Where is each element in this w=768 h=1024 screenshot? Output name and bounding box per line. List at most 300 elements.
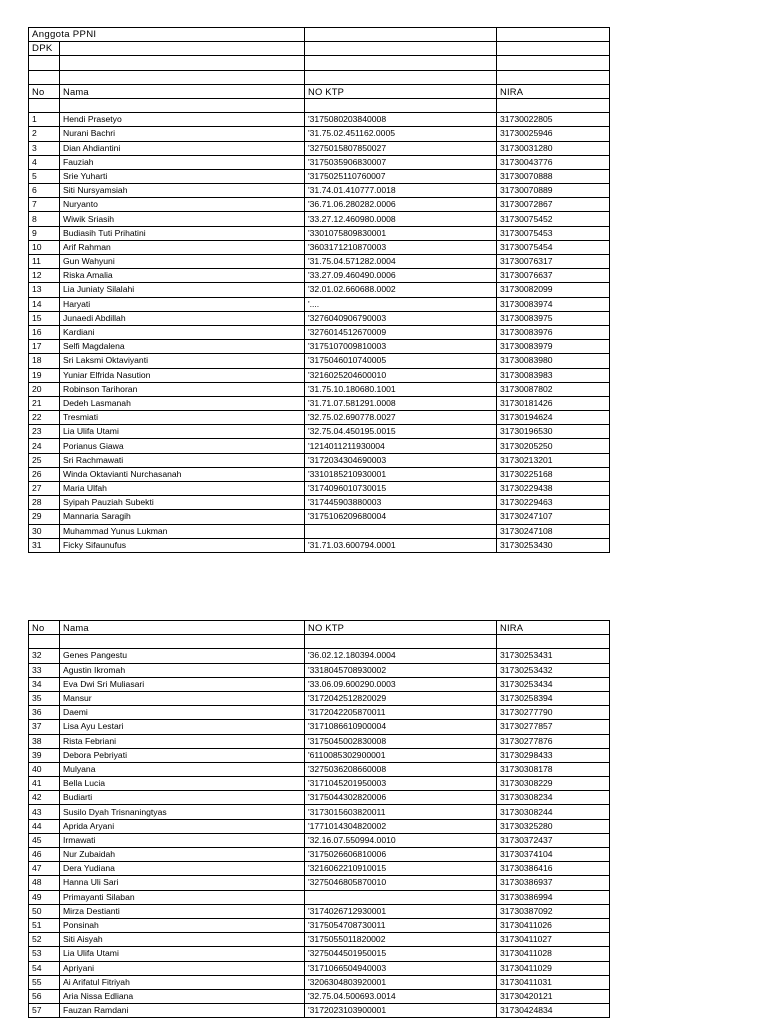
cell-nama: Muhammad Yunus Lukman <box>60 524 305 538</box>
table-row <box>29 482 610 496</box>
sheet-title: Anggota PPNI <box>29 28 305 42</box>
table-row <box>29 155 610 169</box>
title-row <box>29 28 610 42</box>
cell-nira: 31730386937 <box>497 876 610 890</box>
header-no-ktp: NO KTP <box>305 84 497 98</box>
cell-no-ktp: '3175055011820002 <box>305 933 497 947</box>
table-row <box>29 848 610 862</box>
cell-nama: Genes Pangestu <box>60 649 305 663</box>
cell-nira: 31730205250 <box>497 439 610 453</box>
cell-no: 46 <box>29 848 60 862</box>
cell-no: 33 <box>29 663 60 677</box>
cell-nama: Nur Zubaidah <box>60 848 305 862</box>
cell-nira: 31730083983 <box>497 368 610 382</box>
cell-nama: Lia Ulifa Utami <box>60 947 305 961</box>
member-table-2-body <box>29 621 610 1018</box>
table-row <box>29 467 610 481</box>
table-row <box>29 141 610 155</box>
cell-no: 25 <box>29 453 60 467</box>
cell-nama: Susilo Dyah Trisnaningtyas <box>60 805 305 819</box>
cell-no: 30 <box>29 524 60 538</box>
cell-no: 38 <box>29 734 60 748</box>
cell-no: 48 <box>29 876 60 890</box>
cell-no-ktp: '32.16.07.550994.0010 <box>305 833 497 847</box>
cell-nama: Sri Laksmi Oktaviyanti <box>60 354 305 368</box>
table-row <box>29 411 610 425</box>
cell-no-ktp: '3175025110760007 <box>305 169 497 183</box>
cell-nama: Robinson Tarihoran <box>60 382 305 396</box>
table-row <box>29 240 610 254</box>
cell-nira: 31730411027 <box>497 933 610 947</box>
cell-no-ktp: '3171045201950003 <box>305 777 497 791</box>
cell-nama: Srie Yuharti <box>60 169 305 183</box>
table-row <box>29 663 610 677</box>
cell-no-ktp: '36.02.12.180394.0004 <box>305 649 497 663</box>
cell-no: 29 <box>29 510 60 524</box>
cell-no: 40 <box>29 762 60 776</box>
cell-nama: Apriyani <box>60 961 305 975</box>
cell-no: 3 <box>29 141 60 155</box>
cell-no: 47 <box>29 862 60 876</box>
cell-nira: 31730308229 <box>497 777 610 791</box>
cell-no-ktp: '3172042205870011 <box>305 706 497 720</box>
cell-no: 21 <box>29 396 60 410</box>
cell-no: 11 <box>29 255 60 269</box>
cell-no-ktp: '3175026606810006 <box>305 848 497 862</box>
cell-no: 13 <box>29 283 60 297</box>
cell-no: 35 <box>29 691 60 705</box>
cell-nira: 31730025946 <box>497 127 610 141</box>
cell-nira: 31730372437 <box>497 833 610 847</box>
cell-nira: 31730070889 <box>497 184 610 198</box>
cell-nira: 31730072867 <box>497 198 610 212</box>
table-row <box>29 918 610 932</box>
cell-no-ktp: '3172042512820029 <box>305 691 497 705</box>
table-row <box>29 453 610 467</box>
cell-no: 20 <box>29 382 60 396</box>
cell-no-ktp: '33.06.09.600290.0003 <box>305 677 497 691</box>
cell-nama: Arif Rahman <box>60 240 305 254</box>
cell-no-ktp: '31.75.02.451162.0005 <box>305 127 497 141</box>
cell-no-ktp: '3175045002830008 <box>305 734 497 748</box>
table-row <box>29 198 610 212</box>
table-row <box>29 297 610 311</box>
cell-no: 44 <box>29 819 60 833</box>
empty-cell <box>497 28 610 42</box>
cell-nira: 31730082099 <box>497 283 610 297</box>
cell-no: 10 <box>29 240 60 254</box>
cell-nama: Aria Nissa Edliana <box>60 989 305 1003</box>
cell-nira: 31730194624 <box>497 411 610 425</box>
cell-nama: Mannaria Saragih <box>60 510 305 524</box>
cell-no: 39 <box>29 748 60 762</box>
cell-no-ktp: '.... <box>305 297 497 311</box>
table-row <box>29 439 610 453</box>
cell-nira: 31730213201 <box>497 453 610 467</box>
cell-nira: 31730253434 <box>497 677 610 691</box>
header-nira: NIRA <box>497 621 610 635</box>
table-row <box>29 255 610 269</box>
cell-nira: 31730424834 <box>497 1004 610 1018</box>
cell-no: 52 <box>29 933 60 947</box>
cell-no: 31 <box>29 538 60 552</box>
cell-no-ktp: '31.75.04.571282.0004 <box>305 255 497 269</box>
header-nira: NIRA <box>497 84 610 98</box>
cell-nira: 31730374104 <box>497 848 610 862</box>
cell-no: 45 <box>29 833 60 847</box>
table-row <box>29 833 610 847</box>
cell-no-ktp: '3173015603820011 <box>305 805 497 819</box>
cell-nama: Riska Amalia <box>60 269 305 283</box>
table-row <box>29 113 610 127</box>
table-row <box>29 791 610 805</box>
cell-no-ktp: '3171086610900004 <box>305 720 497 734</box>
cell-no-ktp: '3175035906830007 <box>305 155 497 169</box>
cell-no-ktp: '1214011211930004 <box>305 439 497 453</box>
table-row <box>29 510 610 524</box>
cell-nira: 31730083975 <box>497 311 610 325</box>
table-row <box>29 876 610 890</box>
cell-nira: 31730298433 <box>497 748 610 762</box>
cell-no-ktp: '3206304803920001 <box>305 975 497 989</box>
cell-no: 5 <box>29 169 60 183</box>
cell-nira: 31730277790 <box>497 706 610 720</box>
cell-nira: 31730076637 <box>497 269 610 283</box>
cell-nama: Mansur <box>60 691 305 705</box>
cell-no: 16 <box>29 325 60 339</box>
cell-no-ktp: '3276040906790003 <box>305 311 497 325</box>
cell-nira: 31730247108 <box>497 524 610 538</box>
cell-no: 6 <box>29 184 60 198</box>
cell-no-ktp: '3175046010740005 <box>305 354 497 368</box>
cell-no-ktp: '3275044501950015 <box>305 947 497 961</box>
cell-no: 7 <box>29 198 60 212</box>
cell-no-ktp <box>305 524 497 538</box>
empty-cell <box>497 42 610 56</box>
cell-no: 32 <box>29 649 60 663</box>
cell-nira: 31730225168 <box>497 467 610 481</box>
cell-no: 50 <box>29 904 60 918</box>
cell-nira: 31730070888 <box>497 169 610 183</box>
cell-nama: Budiasih Tuti Prihatini <box>60 226 305 240</box>
cell-nira: 31730253431 <box>497 649 610 663</box>
cell-no: 28 <box>29 496 60 510</box>
cell-nama: Primayanti Silaban <box>60 890 305 904</box>
cell-no-ktp: '3301075809830001 <box>305 226 497 240</box>
cell-no: 54 <box>29 961 60 975</box>
cell-nama: Sri Rachmawati <box>60 453 305 467</box>
cell-no: 37 <box>29 720 60 734</box>
header-row <box>29 84 610 98</box>
cell-nama: Ai Arifatul Fitriyah <box>60 975 305 989</box>
empty-cell <box>60 42 305 56</box>
table-row <box>29 904 610 918</box>
cell-no: 51 <box>29 918 60 932</box>
table-row <box>29 226 610 240</box>
cell-no-ktp: '32.75.04.500693.0014 <box>305 989 497 1003</box>
cell-nama: Winda Oktavianti Nurchasanah <box>60 467 305 481</box>
cell-no-ktp: '3216025204600010 <box>305 368 497 382</box>
cell-nira: 31730277876 <box>497 734 610 748</box>
blank-row <box>29 98 610 112</box>
cell-no: 42 <box>29 791 60 805</box>
cell-nama: Ponsinah <box>60 918 305 932</box>
cell-no: 22 <box>29 411 60 425</box>
table-row <box>29 691 610 705</box>
header-nama: Nama <box>60 621 305 635</box>
cell-no-ktp: '31.71.07.581291.0008 <box>305 396 497 410</box>
cell-nama: Selfi Magdalena <box>60 340 305 354</box>
blank-row <box>29 635 610 649</box>
header-no: No <box>29 84 60 98</box>
table-row <box>29 961 610 975</box>
cell-no: 27 <box>29 482 60 496</box>
cell-nama: Daemi <box>60 706 305 720</box>
cell-nira: 31730247107 <box>497 510 610 524</box>
dpk-label: DPK <box>29 42 60 56</box>
cell-no: 18 <box>29 354 60 368</box>
table-row <box>29 269 610 283</box>
table-row <box>29 748 610 762</box>
cell-no: 56 <box>29 989 60 1003</box>
table-row <box>29 975 610 989</box>
cell-nira: 31730083980 <box>497 354 610 368</box>
header-nama: Nama <box>60 84 305 98</box>
cell-no: 34 <box>29 677 60 691</box>
cell-nama: Porianus Giawa <box>60 439 305 453</box>
cell-nira: 31730411029 <box>497 961 610 975</box>
cell-no-ktp: '6110085302900001 <box>305 748 497 762</box>
cell-nama: Fauziah <box>60 155 305 169</box>
cell-no-ktp: '3172023103900001 <box>305 1004 497 1018</box>
cell-nira: 31730196530 <box>497 425 610 439</box>
cell-nama: Lia Juniaty Silalahi <box>60 283 305 297</box>
cell-nama: Junaedi Abdillah <box>60 311 305 325</box>
cell-no-ktp: '3275046805870010 <box>305 876 497 890</box>
cell-no-ktp: '3175054708730011 <box>305 918 497 932</box>
cell-nama: Eva Dwi Sri Muliasari <box>60 677 305 691</box>
table-row <box>29 706 610 720</box>
table-row <box>29 368 610 382</box>
cell-no-ktp: '3275036208660008 <box>305 762 497 776</box>
cell-nira: 31730043776 <box>497 155 610 169</box>
table-row <box>29 325 610 339</box>
cell-nira: 31730308178 <box>497 762 610 776</box>
cell-no: 15 <box>29 311 60 325</box>
header-row <box>29 621 610 635</box>
cell-nira: 31730387092 <box>497 904 610 918</box>
cell-no-ktp: '3175080203840008 <box>305 113 497 127</box>
cell-nira: 31730181426 <box>497 396 610 410</box>
table-row <box>29 169 610 183</box>
cell-no-ktp: '3172034304690003 <box>305 453 497 467</box>
cell-no-ktp: '3171066504940003 <box>305 961 497 975</box>
cell-nama: Siti Nursyamsiah <box>60 184 305 198</box>
cell-nira: 31730308234 <box>497 791 610 805</box>
cell-no-ktp: '3276014512670009 <box>305 325 497 339</box>
cell-no-ktp: '32.01.02.660688.0002 <box>305 283 497 297</box>
table-row <box>29 496 610 510</box>
cell-no-ktp: '3603171210870003 <box>305 240 497 254</box>
cell-no-ktp: '33.27.09.460490.0006 <box>305 269 497 283</box>
cell-nama: Lia Ulifa Utami <box>60 425 305 439</box>
cell-nama: Maria Ulfah <box>60 482 305 496</box>
cell-nama: Hendi Prasetyo <box>60 113 305 127</box>
cell-nira: 31730411031 <box>497 975 610 989</box>
table-row <box>29 777 610 791</box>
cell-nama: Yuniar Elfrida Nasution <box>60 368 305 382</box>
cell-no-ktp: '31.74.01.410777.0018 <box>305 184 497 198</box>
cell-no: 1 <box>29 113 60 127</box>
cell-no-ktp: '3174096010730015 <box>305 482 497 496</box>
cell-nama: Nurani Bachri <box>60 127 305 141</box>
member-table-1-body <box>29 28 610 553</box>
blank-row <box>29 56 610 70</box>
cell-no-ktp: '3318045708930002 <box>305 663 497 677</box>
cell-nama: Gun Wahyuni <box>60 255 305 269</box>
table-row <box>29 649 610 663</box>
cell-nira: 31730253432 <box>497 663 610 677</box>
dpk-row <box>29 42 610 56</box>
cell-no-ktp: '33.27.12.460980.0008 <box>305 212 497 226</box>
cell-nama: Wiwik Sriasih <box>60 212 305 226</box>
cell-nama: Tresmiati <box>60 411 305 425</box>
cell-nama: Budiarti <box>60 791 305 805</box>
cell-no: 23 <box>29 425 60 439</box>
cell-nira: 31730411028 <box>497 947 610 961</box>
cell-nira: 31730325280 <box>497 819 610 833</box>
cell-nira: 31730083974 <box>497 297 610 311</box>
empty-cell <box>305 28 497 42</box>
cell-nira: 31730083976 <box>497 325 610 339</box>
member-table-2 <box>28 620 610 1018</box>
table-row <box>29 862 610 876</box>
cell-nira: 31730229463 <box>497 496 610 510</box>
cell-no: 55 <box>29 975 60 989</box>
cell-nama: Debora Pebriyati <box>60 748 305 762</box>
cell-no-ktp: '36.71.06.280282.0006 <box>305 198 497 212</box>
cell-no-ktp: '3174026712930001 <box>305 904 497 918</box>
cell-nira: 31730420121 <box>497 989 610 1003</box>
blank-row <box>29 70 610 84</box>
cell-no-ktp: '32.75.04.450195.0015 <box>305 425 497 439</box>
header-no-ktp: NO KTP <box>305 621 497 635</box>
cell-no: 17 <box>29 340 60 354</box>
table-row <box>29 989 610 1003</box>
table-row <box>29 734 610 748</box>
table-row <box>29 538 610 552</box>
cell-nama: Mulyana <box>60 762 305 776</box>
cell-no: 53 <box>29 947 60 961</box>
cell-no-ktp: '3175106209680004 <box>305 510 497 524</box>
member-table-1 <box>28 27 610 553</box>
empty-cell <box>305 42 497 56</box>
cell-no-ktp: '1771014304820002 <box>305 819 497 833</box>
table-row <box>29 311 610 325</box>
cell-nira: 31730031280 <box>497 141 610 155</box>
cell-nama: Nuryanto <box>60 198 305 212</box>
cell-nama: Irmawati <box>60 833 305 847</box>
cell-nira: 31730075454 <box>497 240 610 254</box>
cell-no: 41 <box>29 777 60 791</box>
table-row <box>29 382 610 396</box>
cell-no-ktp: '3216062210910015 <box>305 862 497 876</box>
cell-nama: Haryati <box>60 297 305 311</box>
table-row <box>29 819 610 833</box>
cell-nira: 31730386416 <box>497 862 610 876</box>
cell-nira: 31730229438 <box>497 482 610 496</box>
table-row <box>29 127 610 141</box>
table-row <box>29 425 610 439</box>
cell-no-ktp: '3175044302820006 <box>305 791 497 805</box>
table-row <box>29 677 610 691</box>
cell-no-ktp: '3310185210930001 <box>305 467 497 481</box>
cell-nama: Lisa Ayu Lestari <box>60 720 305 734</box>
cell-nama: Hanna Uli Sari <box>60 876 305 890</box>
cell-no-ktp: '3275015807850027 <box>305 141 497 155</box>
table-row <box>29 947 610 961</box>
cell-nira: 31730075453 <box>497 226 610 240</box>
cell-no-ktp: '31.71.03.600794.0001 <box>305 538 497 552</box>
table-row <box>29 396 610 410</box>
cell-no: 24 <box>29 439 60 453</box>
cell-no-ktp: '31.75.10.180680.1001 <box>305 382 497 396</box>
cell-no: 43 <box>29 805 60 819</box>
cell-nama: Ficky Sifaunufus <box>60 538 305 552</box>
cell-no: 57 <box>29 1004 60 1018</box>
cell-nama: Kardiani <box>60 325 305 339</box>
cell-nira: 31730386994 <box>497 890 610 904</box>
cell-nira: 31730258394 <box>497 691 610 705</box>
table-row <box>29 212 610 226</box>
table-row <box>29 283 610 297</box>
cell-nira: 31730076317 <box>497 255 610 269</box>
header-no: No <box>29 621 60 635</box>
cell-no: 12 <box>29 269 60 283</box>
cell-no-ktp: '317445903880003 <box>305 496 497 510</box>
cell-nira: 31730411026 <box>497 918 610 932</box>
table-row <box>29 762 610 776</box>
table-row <box>29 720 610 734</box>
table-row <box>29 340 610 354</box>
cell-nama: Agustin Ikromah <box>60 663 305 677</box>
cell-nama: Bella Lucia <box>60 777 305 791</box>
table-row <box>29 354 610 368</box>
cell-nira: 31730277857 <box>497 720 610 734</box>
cell-no: 49 <box>29 890 60 904</box>
table-row <box>29 890 610 904</box>
cell-no: 4 <box>29 155 60 169</box>
cell-no: 14 <box>29 297 60 311</box>
cell-nama: Dera Yudiana <box>60 862 305 876</box>
cell-no-ktp <box>305 890 497 904</box>
table-row <box>29 524 610 538</box>
cell-no: 9 <box>29 226 60 240</box>
cell-no: 36 <box>29 706 60 720</box>
cell-no: 2 <box>29 127 60 141</box>
cell-nira: 31730308244 <box>497 805 610 819</box>
cell-nira: 31730087802 <box>497 382 610 396</box>
cell-nama: Rista Febriani <box>60 734 305 748</box>
cell-no-ktp: '3175107009810003 <box>305 340 497 354</box>
cell-nama: Fauzan Ramdani <box>60 1004 305 1018</box>
table-row <box>29 933 610 947</box>
cell-nira: 31730253430 <box>497 538 610 552</box>
table-row <box>29 184 610 198</box>
cell-no-ktp: '32.75.02.690778.0027 <box>305 411 497 425</box>
cell-nira: 31730083979 <box>497 340 610 354</box>
cell-nama: Dian Ahdiantini <box>60 141 305 155</box>
